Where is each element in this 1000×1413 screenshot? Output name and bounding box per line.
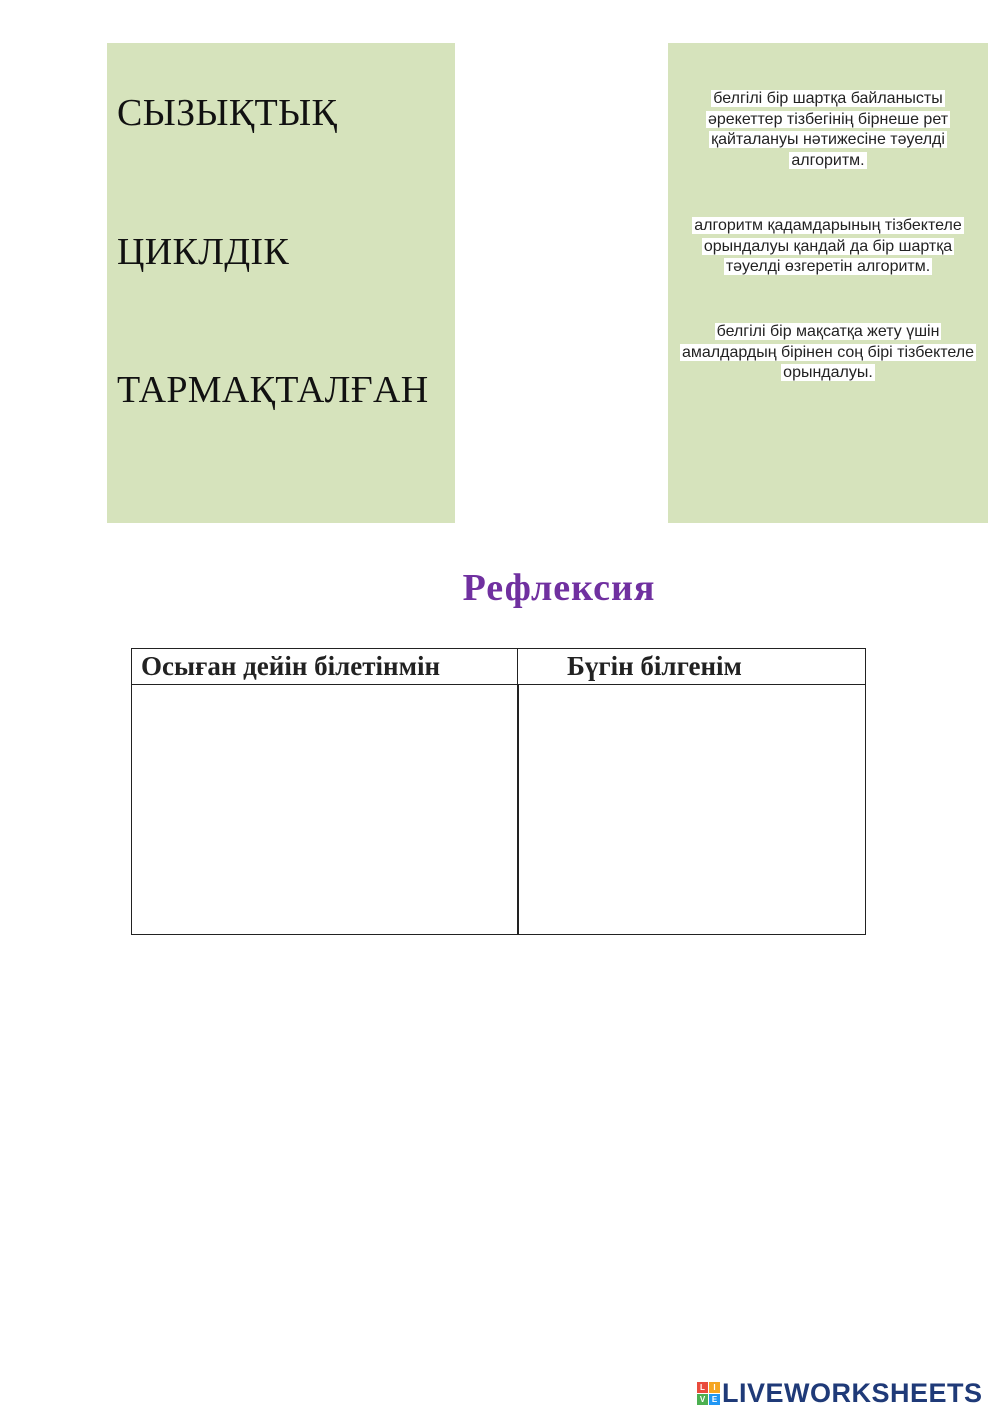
definition-1-text: белгілі бір шартқа байланысты әрекеттер тізбегінің бірнеше рет қайталануы нәтижесіне тәуелді алгоритм. [707,90,949,169]
reflection-title: Рефлексия [462,567,656,609]
liveworksheets-watermark [697,1378,983,1408]
liveworksheets-wordmark: LIVEWORKSHEETS [722,1377,983,1408]
column-header-learned-today: Бүгін білгенім [518,649,866,685]
logo-letter-i: I [709,1382,720,1393]
term-cyclic[interactable]: ЦИКЛДІК [117,231,290,273]
liveworksheets-logo-icon [697,1382,720,1405]
logo-letter-e: E [709,1394,720,1405]
definition-1[interactable] [674,89,982,171]
reflection-table [131,648,866,935]
term-linear[interactable]: СЫЗЫҚТЫҚ [117,92,338,134]
terms-panel [107,43,455,523]
definition-2-text: алгоритм қадамдарының тізбектеле орындалуы қандай да бір шартқа тәуелді өзгеретін алгоритм. [694,217,962,275]
term-branching[interactable]: ТАРМАҚТАЛҒАН [117,369,429,411]
definition-3[interactable] [674,322,982,384]
logo-letter-v: V [697,1394,708,1405]
definitions-panel [668,43,988,523]
reflection-header-row [132,649,866,685]
definition-3-text: белгілі бір мақсатқа жету үшін амалдардың бірінен соң бірі тізбектеле орындалуы. [681,323,975,381]
answer-cell-known-before[interactable] [132,685,518,935]
column-header-known-before: Осыған дейін білетінмін [132,649,518,685]
definition-2[interactable] [674,216,982,278]
reflection-answer-row [132,685,866,935]
logo-letter-l: L [697,1382,708,1393]
answer-cell-learned-today[interactable] [518,685,866,935]
